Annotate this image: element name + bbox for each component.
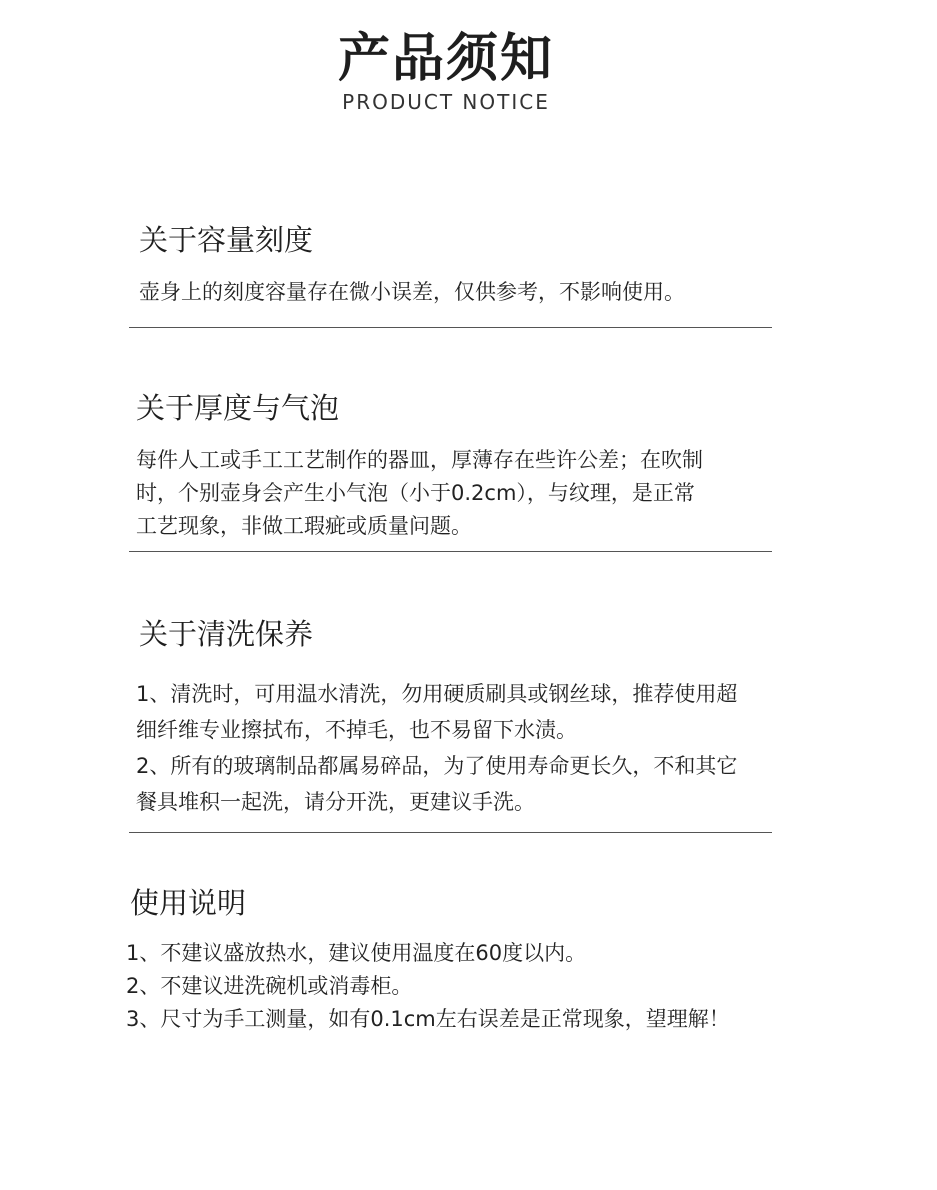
body-line: 时，个别壶身会产生小气泡（小于0.2cm），与纹理，是正常 — [136, 481, 695, 505]
section-title: 使用说明 — [130, 886, 247, 920]
body-line: 1、不建议盛放热水，建议使用温度在60度以内。 — [126, 941, 587, 965]
section-body — [136, 444, 703, 543]
section-title: 关于厚度与气泡 — [136, 391, 340, 425]
section-divider — [129, 832, 772, 833]
page-subtitle: PRODUCT NOTICE — [342, 90, 550, 114]
body-line: 1、清洗时，可用温水清洗，勿用硬质刷具或钢丝球，推荐使用超 — [136, 682, 738, 706]
section-cleaning-care — [136, 616, 738, 820]
body-line: 每件人工或手工工艺制作的器皿，厚薄存在些许公差；在吹制 — [136, 448, 703, 472]
section-usage-instructions — [126, 885, 730, 1036]
section-body — [136, 676, 737, 820]
section-body — [126, 937, 730, 1036]
section-body — [139, 276, 685, 309]
body-line: 餐具堆积一起洗，请分开洗，更建议手洗。 — [136, 790, 535, 814]
body-line: 2、不建议进洗碗机或消毒柜。 — [126, 974, 413, 998]
body-line: 壶身上的刻度容量存在微小误差，仅供参考，不影响使用。 — [139, 280, 685, 304]
body-line: 工艺现象，非做工瑕疵或质量问题。 — [136, 514, 472, 538]
section-title: 关于容量刻度 — [139, 223, 314, 257]
section-divider — [129, 551, 772, 552]
notice-header — [0, 28, 892, 114]
section-title: 关于清洗保养 — [139, 617, 314, 651]
body-line: 细纤维专业擦拭布，不掉毛，也不易留下水渍。 — [136, 718, 577, 742]
body-line: 2、所有的玻璃制品都属易碎品，为了使用寿命更长久，不和其它 — [136, 754, 738, 778]
body-line: 3、尺寸为手工测量，如有0.1cm左右误差是正常现象，望理解！ — [126, 1007, 730, 1031]
section-divider — [129, 327, 772, 328]
page-title: 产品须知 — [337, 29, 554, 89]
section-thickness-bubbles — [136, 390, 703, 543]
section-capacity-scale — [139, 222, 685, 309]
